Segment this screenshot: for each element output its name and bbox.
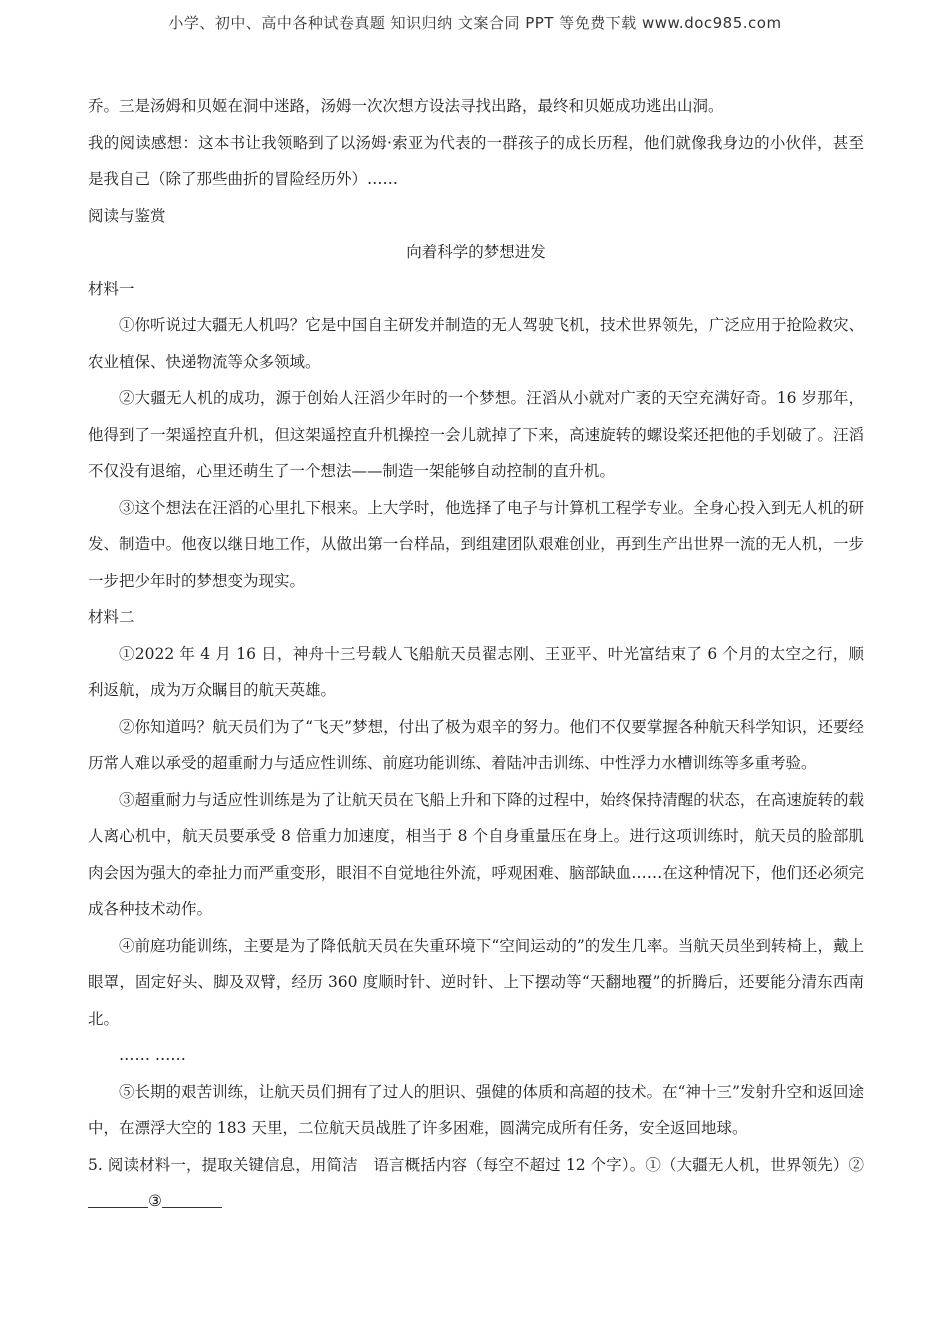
material1-paragraph-1: ①你听说过大疆无人机吗？它是中国自主研发并制造的无人驾驶飞机，技术世界领先，广泛应用于抢险救灾、农业植保、快递物流等众多领域。 <box>88 316 864 371</box>
page-header: 小学、初中、高中各种试卷真题 知识归纳 文案合同 PPT 等免费下载 www.doc985.com <box>168 14 782 32</box>
intro-line: 乔。三是汤姆和贝姬在洞中迷路，汤姆一次次想方设法寻找出路，最终和贝姬成功逃出山洞。 <box>88 97 724 115</box>
material2-paragraph-4: ④前庭功能训练，主要是为了降低航天员在失重环境下“空间运动的”的发生几率。当航天员坐到转椅上，戴上眼罩，固定好头、脚及双臂，经历 360 度顺时针、逆时针、上下摆动等“天翻地覆”的折腾后，还要能分清东西南北。 <box>88 936 864 1028</box>
section-heading: 阅读与鉴赏 <box>88 206 166 225</box>
reading-reflection: 我的阅读感想：这本书让我领略到了以汤姆·索亚为代表的一群孩子的成长历程，他们就像我身边的小伙伴，甚至是我自己（除了那些曲折的冒险经历外）…… <box>88 133 864 188</box>
question-5 <box>88 1147 864 1220</box>
material2-paragraph-5: ⑤长期的艰苦训练，让航天员们拥有了过人的胆识、强健的体质和高超的技术。在“神十三”发射升空和返回途中，在漂浮大空的 183 天里，二位航天员战胜了许多困难，圆满完成所有任务，安全返回地球。 <box>88 1082 864 1137</box>
material2-paragraph-2: ②你知道吗？航天员们为了“飞天”梦想，付出了极为艰辛的努力。他们不仅要掌握各种航天科学知识，还要经历常人难以承受的超重耐力与适应性训练、前庭功能训练、着陆冲击训练、中性浮力水槽训练等多重考验。 <box>88 717 864 772</box>
material2-label: 材料二 <box>88 608 135 626</box>
material2-ellipsis: …… …… <box>119 1046 186 1064</box>
question-5-marker-3: ③ <box>148 1192 162 1210</box>
material2-paragraph-1: ①2022 年 4 月 16 日，神舟十三号载人飞船航天员翟志刚、王亚平、叶光富结束了 6 个月的太空之行，顺利返航，成为万众瞩目的航天英雄。 <box>88 644 864 699</box>
material1-paragraph-2: ②大疆无人机的成功，源于创始人汪滔少年时的一个梦想。汪滔从小就对广袤的天空充满好奇。16 岁那年，他得到了一架遥控直升机，但这架遥控直升机操控一会儿就掉了下来，高速旋转的螺设桨还把他的手划破了。汪滔不仅没有退缩，心里还萌生了一个想法——制造一架能够自动控制的直升机。 <box>88 389 864 480</box>
article-title: 向着科学的梦想进发 <box>406 243 546 261</box>
answer-blank-3[interactable] <box>162 1190 222 1208</box>
material1-paragraph-3: ③这个想法在汪滔的心里扎下根来。上大学时，他选择了电子与计算机工程学专业。全身心投入到无人机的研发、制造中。他夜以继日地工作，从做出第一台样品，到组建团队艰难创业，再到生产出世界一流的无人机，一步一步把少年时的梦想变为现实。 <box>88 498 864 590</box>
answer-blank-2[interactable] <box>88 1190 148 1208</box>
question-5-text: 5. 阅读材料一，提取关键信息，用简洁 语言概括内容（每空不超过 12 个字）。①（大疆无人机，世界领先）② <box>88 1155 864 1174</box>
document-body <box>88 88 864 1220</box>
material1-label: 材料一 <box>88 279 135 298</box>
material2-paragraph-3: ③超重耐力与适应性训练是为了让航天员在飞船上升和下降的过程中，始终保持清醒的状态，在高速旋转的载人离心机中，航天员要承受 8 倍重力加速度，相当于 8 个自身重量压在身上。进行这项训练时，航天员的脸部肌肉会因为强大的牵扯力而严重变形，眼泪不自觉地往外流，呼观困难、脑部缺血……在这种情况下，他们还必须完成各种技术动作。 <box>88 790 864 918</box>
